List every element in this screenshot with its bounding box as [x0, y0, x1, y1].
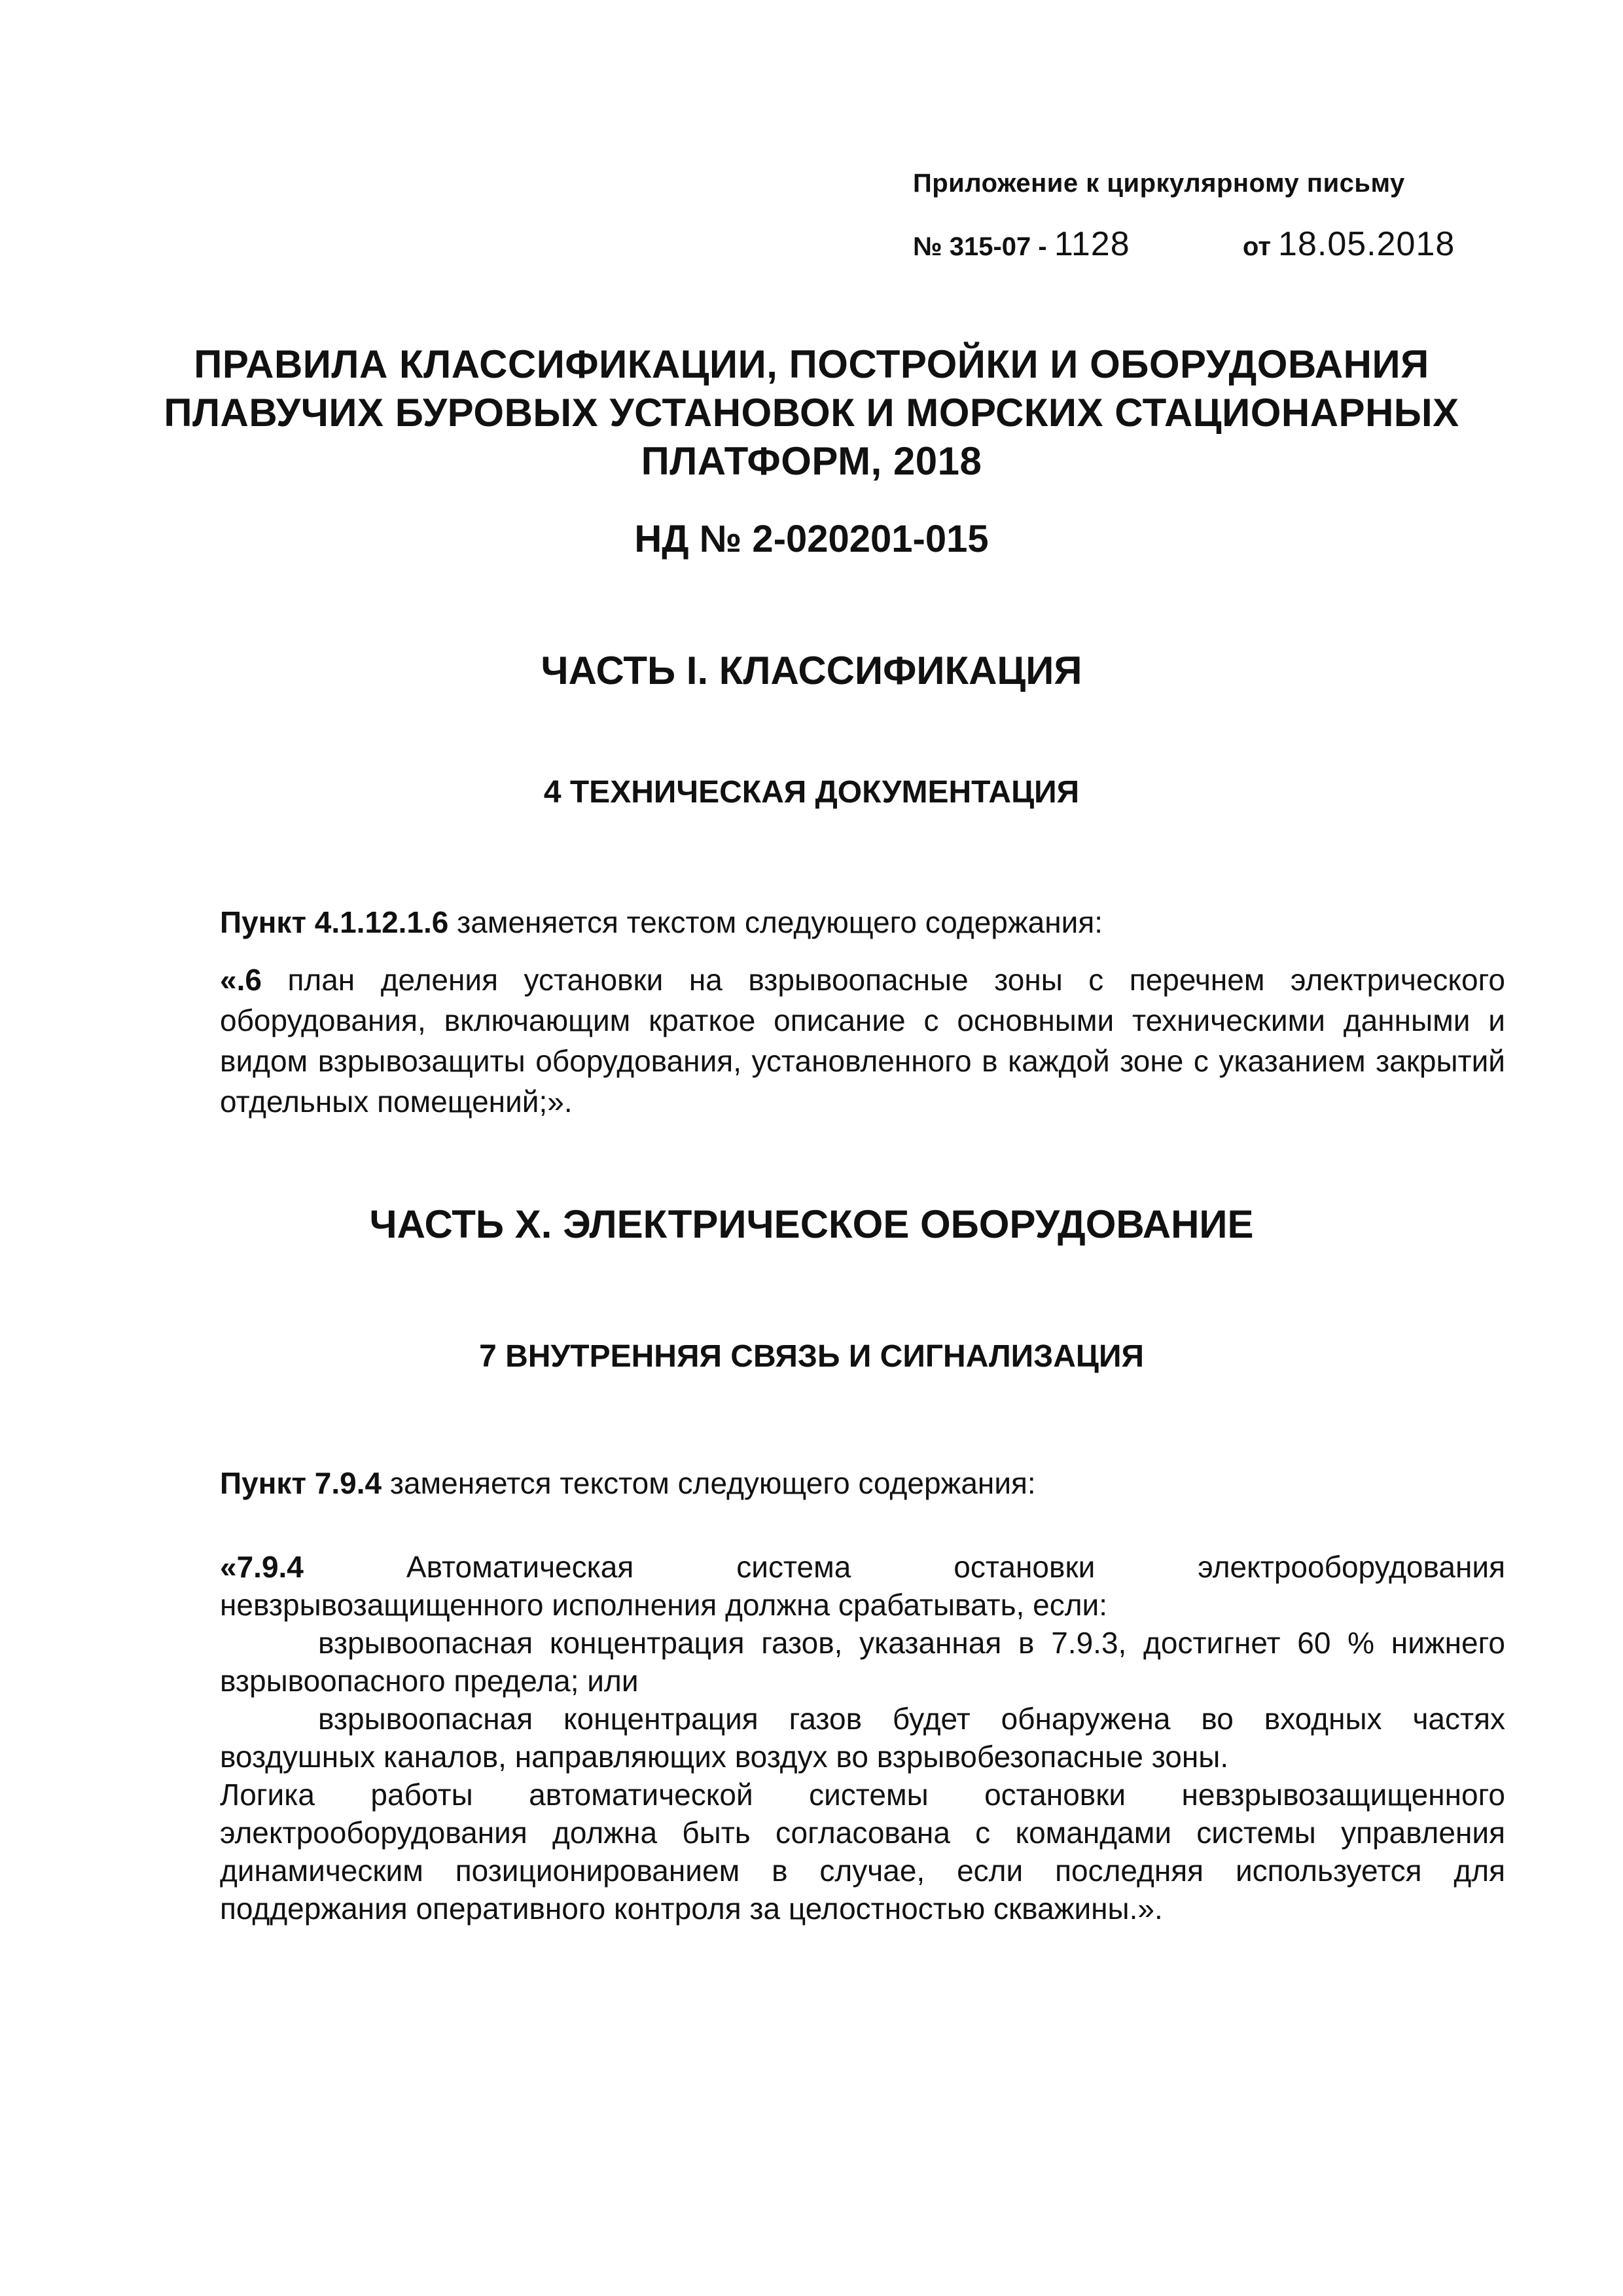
- quote-line2: невзрывозащищенного исполнения должна срабатывать, если:: [220, 1588, 1108, 1622]
- quote-first-line: [220, 1548, 1505, 1586]
- condition-1: взрывоопасная концентрация газов, указанная в 7.9.3, достигнет 60 % нижнего взрывоопасного предела; или: [220, 1626, 1505, 1698]
- letter-number-line: [913, 224, 1502, 264]
- number-label: № 315-07 -: [913, 232, 1047, 261]
- quote-word: остановки: [954, 1550, 1096, 1584]
- date-label: от: [1242, 232, 1271, 261]
- section4-heading: 4 ТЕХНИЧЕСКАЯ ДОКУМЕНТАЦИЯ: [543, 775, 1080, 810]
- partx-intro: [220, 1463, 1505, 1503]
- clause-ref: Пункт 7.9.4: [220, 1466, 382, 1500]
- part1-intro: [220, 902, 1505, 942]
- doc-number: НД № 2-020201-015: [634, 518, 989, 560]
- header-block: [913, 169, 1502, 264]
- logic-paragraph: Логика работы автоматической системы остановки невзрывозащищенного электрооборудования должна быть согласована с командами системы управления динамическим позиционированием в случае, если последняя используется для поддержания оперативного контроля за целостностью скважины.».: [220, 1778, 1505, 1926]
- intro-text: заменяется текстом следующего содержания:: [448, 905, 1103, 939]
- quote-word: Автоматическая: [406, 1550, 634, 1584]
- quote-text: план деления установки на взрывоопасные зоны с перечнем электрического оборудования, включающим краткое описание с основными техническими данными и видом взрывозащиты оборудования, установленного в каждой зоне с указанием закрытий отдельных помещений;».: [220, 963, 1505, 1119]
- quote-word: система: [736, 1550, 851, 1584]
- appendix-label: Приложение к циркулярному письму: [913, 169, 1405, 198]
- condition-2: взрывоопасная концентрация газов будет обнаружена во входных частях воздушных каналов, направляющих воздух во взрывобезопасные зоны.: [220, 1702, 1505, 1774]
- section7-heading: 7 ВНУТРЕННЯЯ СВЯЗЬ И СИГНАЛИЗАЦИЯ: [479, 1339, 1144, 1374]
- clause-ref: Пункт 4.1.12.1.6: [220, 905, 449, 939]
- quote-ref: «.6: [220, 963, 262, 997]
- letter-number: 1128: [1054, 225, 1130, 263]
- letter-date: 18.05.2018: [1278, 225, 1455, 263]
- quote-word: электрооборудования: [1198, 1550, 1505, 1584]
- partx-quote: [220, 1548, 1505, 1928]
- part1-heading: ЧАСТЬ I. КЛАССИФИКАЦИЯ: [541, 649, 1082, 692]
- intro-text: заменяется текстом следующего содержания:: [382, 1466, 1036, 1500]
- partx-heading: ЧАСТЬ Х. ЭЛЕКТРИЧЕСКОЕ ОБОРУДОВАНИЕ: [369, 1202, 1254, 1246]
- quote-ref: «7.9.4: [220, 1550, 304, 1584]
- document-title: ПРАВИЛА КЛАССИФИКАЦИИ, ПОСТРОЙКИ И ОБОРУДОВАНИЯ ПЛАВУЧИХ БУРОВЫХ УСТАНОВОК И МОРСКИХ СТАЦИОНАРНЫХ ПЛАТФОРМ, 2018: [164, 342, 1459, 483]
- part1-quote: [220, 960, 1505, 1122]
